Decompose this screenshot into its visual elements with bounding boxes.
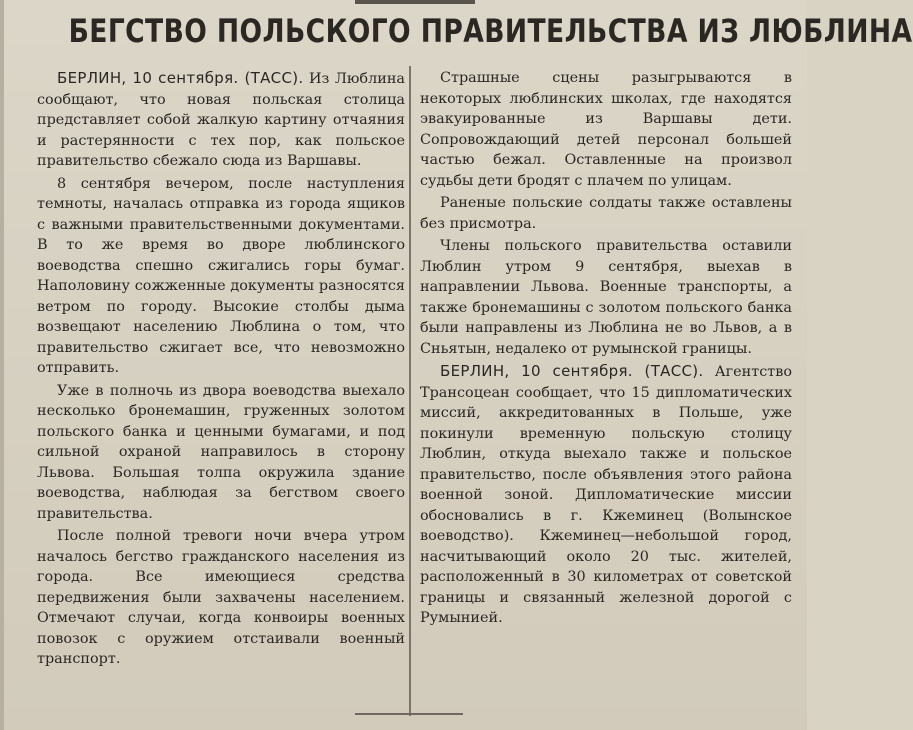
paragraph bbox=[420, 236, 792, 359]
paragraph bbox=[37, 68, 405, 172]
right-column bbox=[420, 68, 792, 631]
page-edge-shadow bbox=[0, 0, 4, 730]
paragraph bbox=[420, 68, 792, 191]
article-headline: БЕГСТВО ПОЛЬСКОГО ПРАВИТЕЛЬСТВА ИЗ ЛЮБЛИНА bbox=[68, 12, 913, 50]
paragraph-text: Уже в полночь из двора воеводства выехало несколько бронемашин, груженных золотом польского банка и ценными бумагами, и под сильной охраной направилось в сторону Львова. Большая толпа окружила здание воеводства, наблюдая за бегством своего правительства. bbox=[37, 382, 405, 522]
paragraph bbox=[420, 361, 792, 629]
dateline: БЕРЛИН, 10 сентября. (ТАСС). bbox=[440, 362, 704, 380]
paragraph-text: После полной тревоги ночи вчера утром началось бегство гражданского населения из города. Все имеющиеся средства передвижения были захвачены населением. Отмечают случаи, когда конвоиры военных повозок с оружием отстаивали военный транспорт. bbox=[37, 528, 405, 667]
paragraph-text: Члены польского правительства оставили Люблин утром 9 сентября, выехав в направлении Львова. Военные транспорты, а также бронемашины с золотом польского банка были направлены из Люблина не во Львов, а в Сньятын, недалеко от румынской границы. bbox=[420, 238, 792, 357]
bottom-rule bbox=[355, 713, 463, 715]
dateline: БЕРЛИН, 10 сентября. (ТАСС). bbox=[57, 69, 304, 87]
paragraph-text: Страшные сцены разыгрываются в некоторых люблинских школах, где находятся эвакуированные из Варшавы дети. Сопровождающий детей персонал большей частью бежал. Оставленные на произвол судьбы дети бродят с плачем по улицам. bbox=[420, 70, 792, 189]
paragraph-text: Из Люблина сообщают, что новая польская столица представляет собой жалкую картину отчаяния и растерянности с тех пор, как польское правительство сбежало сюда из Варшавы. bbox=[37, 71, 405, 169]
paragraph-text: Агентство Трансоцеан сообщает, что 15 дипломатических миссий, аккредитованных в Польше, уже покинули временную польскую столицу Люблин, откуда выехало также и польское правительство, после объявления этого района военной зоной. Дипломатические миссии обосновались в г. Кжеминец (Волынское воеводство). Кжеминец—небольшой город, насчитывающий около 20 тыс. жителей, расположенный в 30 километрах от советской границы и связанный железной дорогой с Румынией. bbox=[420, 364, 792, 626]
paragraph bbox=[37, 174, 405, 379]
column-divider bbox=[409, 66, 411, 716]
paragraph bbox=[37, 526, 405, 670]
paragraph-text: Раненые польские солдаты также оставлены без присмотра. bbox=[420, 195, 792, 232]
paragraph-text: 8 сентября вечером, после наступления темноты, началась отправка из города ящиков с важными правительственными документами. В то же время во дворе люблинского воеводства спешно сжигались горы бумаг. Наполовину сожженные документы разносятся ветром по городу. Высокие столбы дыма возвещают населению Люблина о том, что правительство сжигает все, что невозможно отправить. bbox=[37, 175, 405, 376]
top-rule bbox=[355, 0, 475, 4]
paragraph bbox=[37, 381, 405, 525]
paragraph bbox=[420, 193, 792, 234]
left-column bbox=[37, 68, 405, 672]
